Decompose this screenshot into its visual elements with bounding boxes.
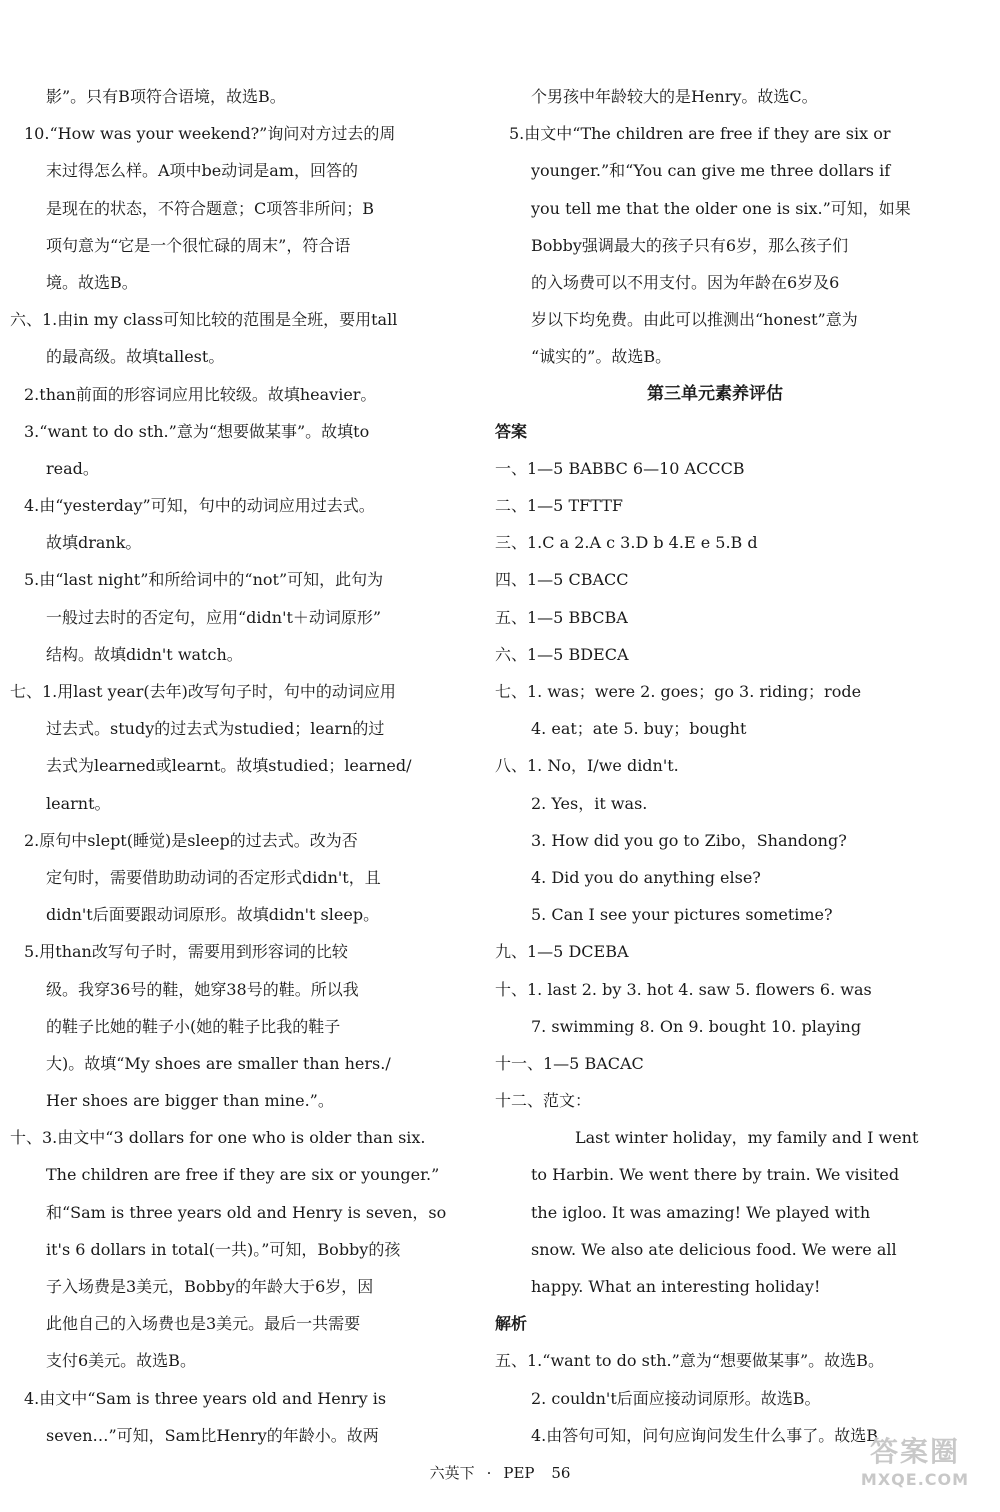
text-line: 十二、范文： [495, 1091, 592, 1111]
text-line: 4.由文中“Sam is three years old and Henry is [24, 1388, 387, 1408]
text-line: read。 [46, 458, 99, 478]
text-line: 是现在的状态，不符合题意；C项答非所问；B [46, 198, 375, 218]
text-line: Last winter holiday，my family and I went [575, 1128, 919, 1148]
watermark-logo [840, 1430, 990, 1500]
text-line: 5. Can I see your pictures sometime? [531, 905, 833, 925]
text-line: 子入场费是3美元，Bobby的年龄大于6岁，因 [46, 1277, 374, 1296]
text-line: 一、1—5 BABBC 6—10 ACCCB [495, 458, 745, 478]
text-line: 级。我穿36号的鞋，她穿38号的鞋。所以我 [46, 979, 359, 999]
section-label: 解析 [495, 1314, 528, 1334]
text-line: 十一、1—5 BACAC [495, 1053, 644, 1073]
text-line: 五、1.“want to do sth.”意为“想要做某事”。故选B。 [495, 1351, 884, 1371]
text-line: Bobby强调最大的孩子只有6岁，那么孩子们 [531, 235, 849, 255]
text-line: 十、1. last 2. by 3. hot 4. saw 5. flowers 6. was [495, 979, 872, 999]
text-line: 的鞋子比她的鞋子小(她的鞋子比我的鞋子 [46, 1016, 341, 1036]
right-column [495, 78, 935, 1454]
text-line: younger.”和“You can give me three dollars if [531, 161, 891, 181]
text-line: 项句意为“它是一个很忙碌的周末”，符合语 [46, 235, 351, 255]
footer-grade: 六英下 [429, 1464, 475, 1482]
text-line: 5.由文中“The children are free if they are six or [509, 124, 891, 144]
text-line: 3.“want to do sth.”意为“想要做某事”。故填to [24, 421, 370, 441]
text-line: 7. swimming 8. On 9. bought 10. playing [531, 1016, 862, 1036]
text-line: 2.原句中slept(睡觉)是sleep的过去式。改为否 [24, 830, 358, 850]
text-line: 2. couldn't后面应接动词原形。故选B。 [531, 1388, 821, 1408]
text-line: 二、1—5 TFTTF [495, 496, 623, 516]
text-line: learnt。 [46, 793, 111, 813]
text-line: 过去式。study的过去式为studied；learn的过 [46, 719, 385, 739]
text-line: happy. What an interesting holiday! [531, 1277, 821, 1296]
text-line: 10.“How was your weekend?”询问对方过去的周 [24, 124, 396, 144]
text-line: 3. How did you go to Zibo，Shandong? [531, 830, 847, 850]
text-line: it's 6 dollars in total(一共)。”可知，Bobby的孩 [46, 1239, 401, 1259]
text-line: 5.由“last night”和所给词中的“not”可知，此句为 [24, 570, 384, 590]
text-line: 五、1—5 BBCBA [495, 607, 628, 627]
text-line: 去式为learned或learnt。故填studied；learned/ [46, 756, 412, 776]
text-line: 故填drank。 [46, 533, 142, 553]
text-line: 十、3.由文中“3 dollars for one who is older than six. [10, 1128, 426, 1148]
text-line: 2.than前面的形容词应用比较级。故填heavier。 [24, 384, 377, 404]
text-line: didn't后面要跟动词原形。故填didn't sleep。 [46, 905, 380, 925]
text-line: 四、1—5 CBACC [495, 570, 629, 590]
text-line: “诚实的”。故选B。 [531, 347, 672, 367]
text-line: 4.由“yesterday”可知，句中的动词应用过去式。 [24, 496, 375, 516]
text-line: seven…”可知，Sam比Henry的年龄小。故两 [46, 1425, 379, 1445]
text-line: The children are free if they are six or younger.” [46, 1165, 440, 1185]
footer-dot: · [486, 1464, 492, 1482]
text-line: 六、1.由in my class可知比较的范围是全班，要用tall [10, 310, 398, 330]
text-line: 末过得怎么样。A项中be动词是am，回答的 [46, 161, 358, 181]
text-line: Her shoes are bigger than mine.”。 [46, 1091, 334, 1111]
text-line: to Harbin. We went there by train. We visited [531, 1165, 900, 1185]
text-line: 4. Did you do anything else? [531, 867, 761, 887]
text-line: 七、1. was；were 2. goes；go 3. riding；rode [495, 682, 862, 701]
text-line: 七、1.用last year(去年)改写句子时，句中的动词应用 [10, 682, 396, 701]
text-line: 八、1. No，I/we didn't. [495, 756, 679, 776]
footer-edition: PEP [503, 1464, 535, 1482]
text-line: 影”。只有B项符合语境，故选B。 [46, 87, 286, 106]
text-line: 支付6美元。故选B。 [46, 1351, 196, 1371]
watermark-url: MXQE.COM [860, 1470, 970, 1489]
text-line: 和“Sam is three years old and Henry is seven，so [46, 1202, 447, 1222]
watermark-text: 答案圈 [869, 1435, 960, 1468]
page-number: 56 [551, 1464, 571, 1482]
text-line: 岁以下均免费。由此可以推测出“honest”意为 [531, 310, 858, 330]
text-line: 5.用than改写句子时，需要用到形容词的比较 [24, 942, 348, 962]
text-line: 定句时，需要借助助动词的否定形式didn't，且 [46, 867, 381, 887]
text-line: the igloo. It was amazing! We played with [531, 1202, 871, 1222]
text-line: 一般过去时的否定句，应用“didn't＋动词原形” [46, 607, 382, 627]
section-label: 答案 [495, 421, 528, 441]
text-line: 九、1—5 DCEBA [495, 942, 629, 962]
text-line: 4.由答句可知，问句应询问发生什么事了。故选B [531, 1425, 879, 1445]
text-line: 大)。故填“My shoes are smaller than hers./ [46, 1053, 391, 1073]
text-line: snow. We also ate delicious food. We were all [531, 1239, 897, 1259]
text-line: 此他自己的入场费也是3美元。最后一共需要 [46, 1314, 361, 1334]
text-line: 个男孩中年龄较大的是Henry。故选C。 [531, 87, 818, 106]
section-heading: 第三单元素养评估 [647, 383, 783, 404]
text-line: 境。故选B。 [46, 272, 138, 292]
text-line: 三、1.C a 2.A c 3.D b 4.E e 5.B d [495, 533, 758, 553]
left-column [10, 78, 450, 1454]
text-line: 结构。故填didn't watch。 [46, 644, 243, 664]
text-line: you tell me that the older one is six.”可知，如果 [531, 198, 911, 218]
text-line: 的入场费可以不用支付。因为年龄在6岁及6 [531, 272, 840, 292]
text-line: 的最高级。故填tallest。 [46, 347, 225, 367]
text-line: 2. Yes，it was. [531, 793, 648, 813]
text-line: 4. eat；ate 5. buy；bought [531, 719, 747, 739]
text-line: 六、1—5 BDECA [495, 644, 629, 664]
